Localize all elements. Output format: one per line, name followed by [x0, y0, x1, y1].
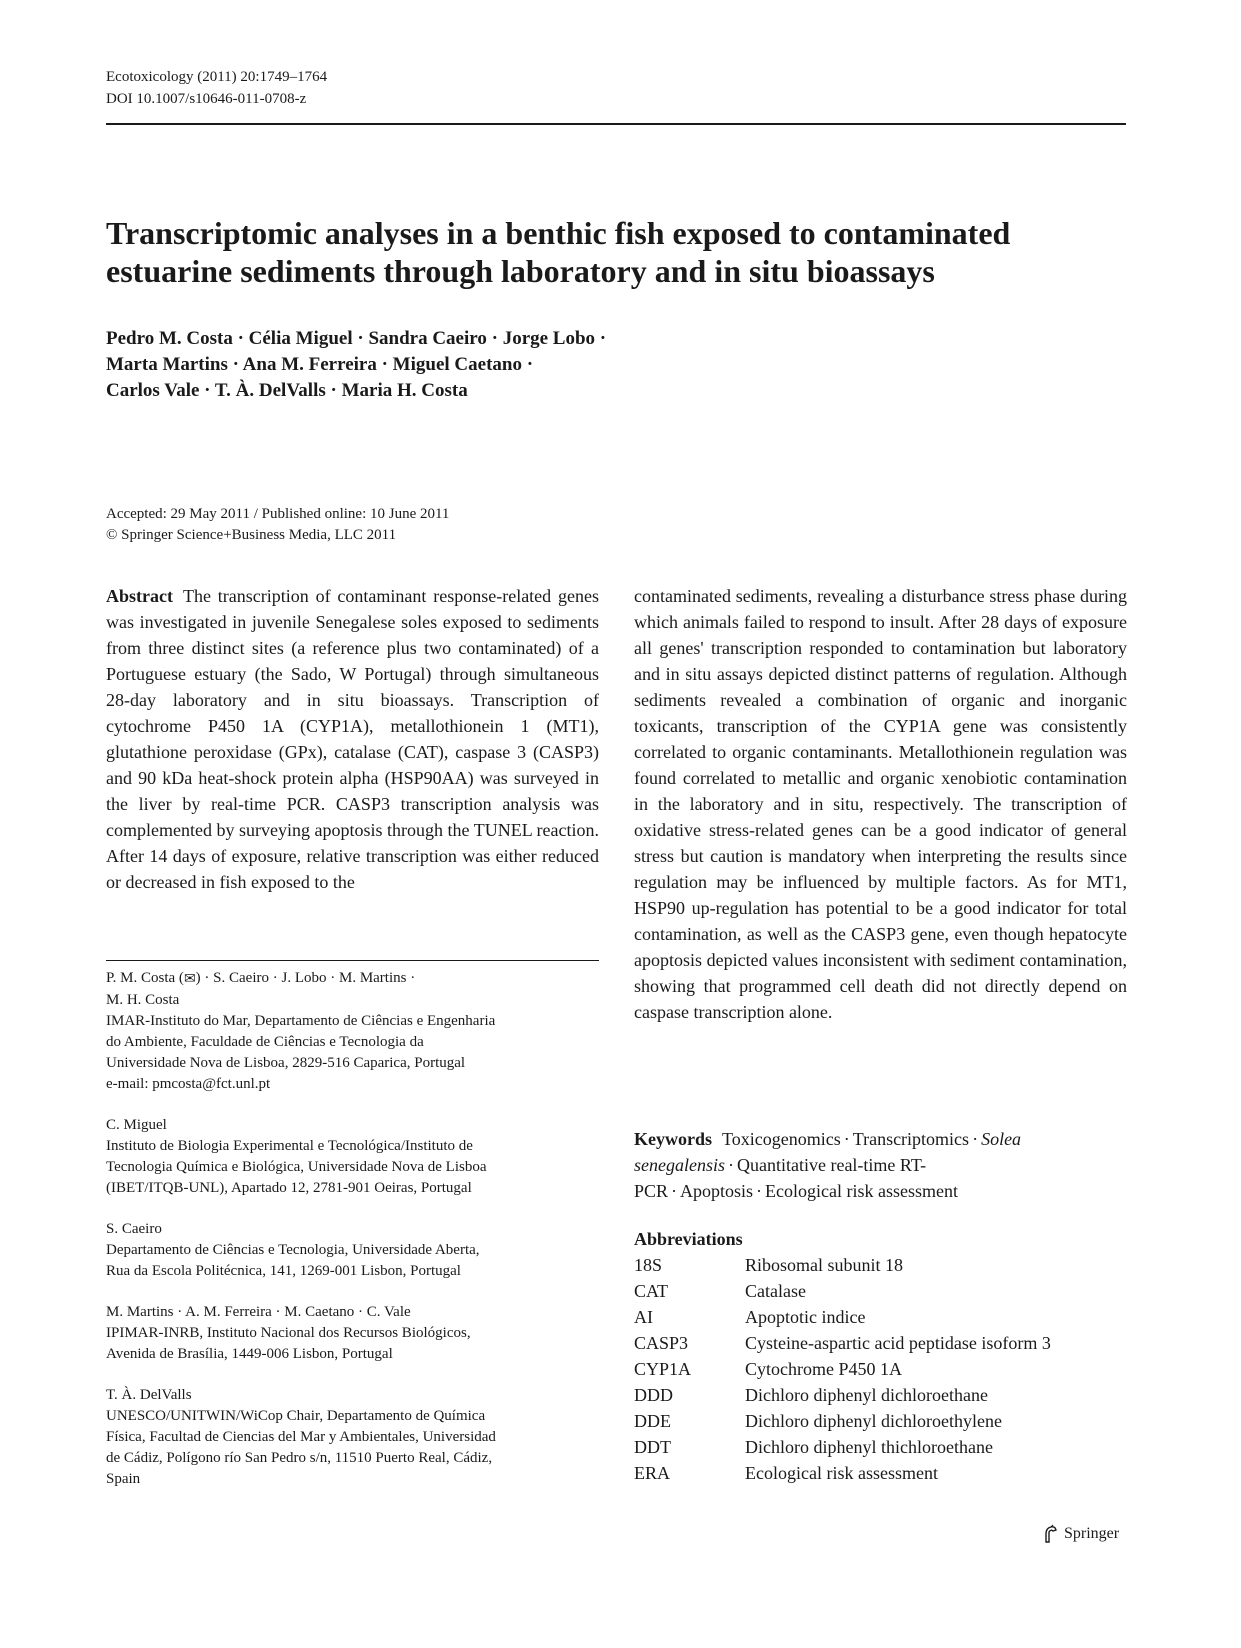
abbreviations-list — [634, 1252, 1127, 1486]
abstract-heading: Abstract — [106, 586, 173, 606]
affiliation-block — [106, 1115, 599, 1199]
abbreviation-row — [634, 1356, 1127, 1382]
abbreviation-definition: Catalase — [745, 1281, 806, 1301]
abbreviation-definition: Apoptotic indice — [745, 1307, 866, 1327]
affiliation-address-line: UNESCO/UNITWIN/WiCop Chair, Departamento de Química — [106, 1408, 486, 1424]
affiliation-address-line: de Cádiz, Polígono río San Pedro s/n, 11510 Puerto Real, Cádiz, — [106, 1450, 493, 1466]
affiliation-names: C. Miguel — [106, 1117, 167, 1133]
affiliation-address-line: Instituto de Biologia Experimental e Tecnológica/Instituto de — [106, 1138, 473, 1154]
header-divider — [106, 123, 1126, 125]
affiliation-names: P. M. Costa (✉) · S. Caeiro · J. Lobo · M. Martins · — [106, 968, 599, 990]
springer-wordmark: Springer — [1064, 1525, 1120, 1542]
abstract-text-part-1: The transcription of contaminant response-related genes was investigated in juvenile Senegalese soles exposed to sediments from three distinct sites (a reference plus two contaminated) of a Portuguese estuary (the Sado, W Portugal) through simultaneous 28-day laboratory and in situ bioassays. Transcription of cytochrome P450 1A (CYP1A), metallothionein 1 (MT1), glutathione peroxidase (GPx), catalase (CAT), caspase 3 (CASP3) and 90 kDa heat-shock protein alpha (HSP90AA) was surveyed in the liver by real-time PCR. CASP3 transcription analysis was complemented by surveying apoptosis through the TUNEL reaction. After 14 days of exposure, relative transcription was either reduced or decreased in fish exposed to the — [106, 586, 599, 892]
affiliation-address-line: Tecnologia Química e Biológica, Universidade Nova de Lisboa — [106, 1159, 487, 1175]
affiliation-address-line: IMAR-Instituto do Mar, Departamento de Ciências e Engenharia — [106, 1013, 496, 1029]
affiliation-address-line: Avenida de Brasília, 1449-006 Lisbon, Portugal — [106, 1346, 393, 1362]
affiliation-names: T. À. DelValls — [106, 1387, 192, 1403]
abbreviation-definition: Dichloro diphenyl dichloroethane — [745, 1385, 988, 1405]
abbreviation-term: CYP1A — [634, 1359, 692, 1379]
affiliation-address-line: Departamento de Ciências e Tecnologia, Universidade Aberta, — [106, 1242, 480, 1258]
abbreviation-definition: Ecological risk assessment — [745, 1463, 938, 1483]
abbreviation-term: DDD — [634, 1385, 673, 1405]
abbreviations-heading: Abbreviations — [634, 1229, 743, 1249]
abbreviation-term: AI — [634, 1307, 653, 1327]
affiliation-address-line: Universidade Nova de Lisboa, 2829-516 Caparica, Portugal — [106, 1055, 466, 1071]
keyword-item: Quantitative real-time RT-PCR — [634, 1155, 927, 1201]
affiliation-names-cont: M. H. Costa — [106, 992, 180, 1008]
affiliation-address-line: Spain — [106, 1471, 141, 1487]
abbreviation-definition: Dichloro diphenyl dichloroethylene — [745, 1411, 1002, 1431]
author-line-1: Pedro M. Costa · Célia Miguel · Sandra Caeiro · Jorge Lobo · — [106, 328, 607, 349]
affiliation-block — [106, 1302, 599, 1365]
title-line-2: estuarine sediments through laboratory and in situ bioassays — [106, 253, 935, 289]
abbreviation-row — [634, 1330, 1127, 1356]
abbreviation-row — [634, 1408, 1127, 1434]
affiliation-block — [106, 1385, 599, 1490]
keyword-item: Toxicogenomics — [722, 1129, 841, 1149]
abbreviation-term: DDE — [634, 1411, 671, 1431]
affiliation-names: S. Caeiro — [106, 1221, 162, 1237]
abstract — [106, 583, 599, 895]
springer-horse-icon — [1040, 1524, 1060, 1544]
keyword-item: Transcriptomics — [852, 1129, 970, 1149]
abbreviation-row — [634, 1252, 1127, 1278]
affiliation-address-line: Rua da Escola Politécnica, 141, 1269-001 Lisbon, Portugal — [106, 1263, 461, 1279]
author-list — [106, 326, 1106, 404]
corresponding-email[interactable]: e-mail: pmcosta@fct.unl.pt — [106, 1076, 271, 1092]
springer-logo — [1040, 1524, 1119, 1544]
affiliation-divider — [106, 960, 599, 961]
abbreviation-definition: Dichloro diphenyl thichloroethane — [745, 1437, 993, 1457]
keyword-item: Ecological risk assessment — [765, 1181, 959, 1201]
journal-header — [106, 66, 1126, 110]
abbreviation-term: 18S — [634, 1255, 663, 1275]
envelope-icon: ✉ — [183, 972, 196, 987]
abbreviation-definition: Ribosomal subunit 18 — [745, 1255, 904, 1275]
affiliation-address-line: IPIMAR-INRB, Instituto Nacional dos Recursos Biológicos, — [106, 1325, 471, 1341]
abbreviation-row — [634, 1382, 1127, 1408]
abstract-continued: contaminated sediments, revealing a disturbance stress phase during which animals failed to respond to insult. After 28 days of exposure all genes' transcription responded to contamination but laboratory and in situ assays depicted distinct patterns of regulation. Although sediments revealed a combination of organic and inorganic toxicants, transcription of the CYP1A gene was consistently correlated to organic contaminants. Metallothionein regulation was found correlated to metallic and organic xenobiotic contamination in the laboratory and in situ, respectively. The transcription of oxidative stress-related genes can be a good indicator of general stress but caution is mandatory when interpreting the results since regulation may be influenced by multiple factors. As for MT1, HSP90 up-regulation has potential to be a good indicator for total contamination, as well as the CASP3 gene, even though hepatocyte apoptosis depicted values inconsistent with sediment contamination, showing that programmed cell death did not directly depend on caspase transcription alone. — [634, 586, 1127, 1022]
affiliation-block — [106, 968, 599, 1095]
abbreviation-definition: Cysteine-aspartic acid peptidase isoform 3 — [745, 1333, 1051, 1353]
journal-doi: DOI 10.1007/s10646-011-0708-z — [106, 91, 307, 107]
paper-title — [106, 214, 1126, 290]
author-line-3: Carlos Vale · T. À. DelValls · Maria H. Costa — [106, 380, 468, 401]
keywords-heading: Keywords — [634, 1129, 712, 1149]
accepted-date: Accepted: 29 May 2011 / Published online: 10 June 2011 — [106, 506, 450, 522]
keyword-item: Solea senegalensis — [634, 1129, 1022, 1175]
copyright-notice: © Springer Science+Business Media, LLC 2011 — [106, 527, 397, 543]
abbreviation-term: DDT — [634, 1437, 671, 1457]
journal-citation: Ecotoxicology (2011) 20:1749–1764 — [106, 69, 328, 85]
affiliation-address-line: Física, Facultad de Ciencias del Mar y Ambientales, Universidad — [106, 1429, 496, 1445]
affiliations — [106, 968, 599, 1510]
keyword-item: Apoptosis — [680, 1181, 754, 1201]
affiliation-address-line: do Ambiente, Faculdade de Ciências e Tecnologia da — [106, 1034, 424, 1050]
keywords: Keywords Toxicogenomics · Transcriptomics · Solea senegalensis · Quantitative real-time RT-PCR · Apoptosis · Ecological risk assessment — [634, 1129, 1022, 1201]
abbreviation-term: CASP3 — [634, 1333, 689, 1353]
affiliation-names: M. Martins · A. M. Ferreira · M. Caetano · C. Vale — [106, 1304, 411, 1320]
abbreviation-row — [634, 1434, 1127, 1460]
affiliation-block — [106, 1219, 599, 1282]
publication-dates — [106, 504, 806, 546]
abbreviation-row — [634, 1304, 1127, 1330]
abbreviation-term: ERA — [634, 1463, 670, 1483]
title-line-1: Transcriptomic analyses in a benthic fish exposed to contaminated — [106, 215, 1011, 251]
abbreviation-term: CAT — [634, 1281, 669, 1301]
abbreviation-row — [634, 1278, 1127, 1304]
affiliation-address-line: (IBET/ITQB-UNL), Apartado 12, 2781-901 Oeiras, Portugal — [106, 1180, 472, 1196]
abbreviation-definition: Cytochrome P450 1A — [745, 1359, 902, 1379]
author-line-2: Marta Martins · Ana M. Ferreira · Miguel Caetano · — [106, 354, 534, 375]
abbreviation-row — [634, 1460, 1127, 1486]
